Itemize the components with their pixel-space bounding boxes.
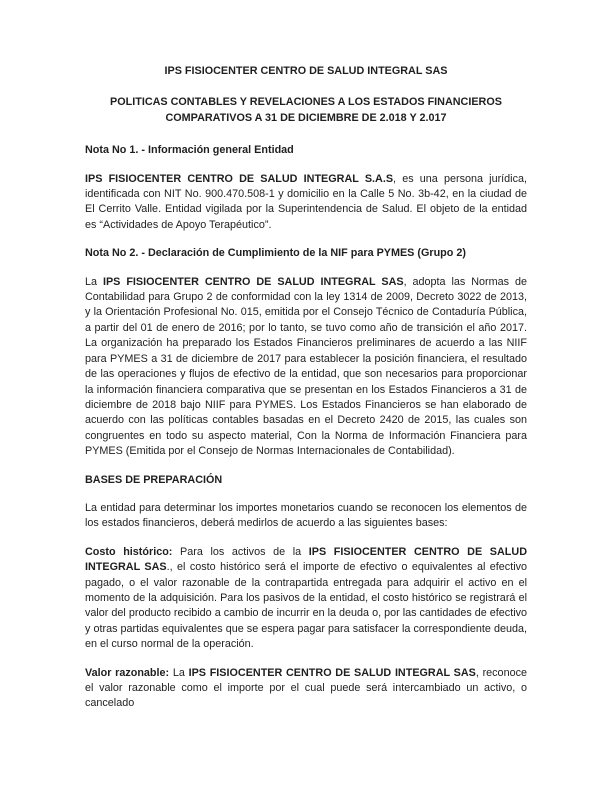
document-subtitle-line2: COMPARATIVOS A 31 DE DICIEMBRE DE 2.018 Y 2.017	[165, 111, 447, 124]
section-heading	[85, 143, 527, 158]
text-run: La	[85, 275, 103, 288]
document-subtitle	[85, 95, 527, 126]
section-heading	[85, 473, 527, 488]
text-run: Para los activos de la	[180, 545, 309, 558]
bold-text-run: IPS FISIOCENTER CENTRO DE SALUD INTEGRAL SAS	[85, 545, 527, 574]
text-run: La	[172, 666, 189, 679]
text-run: BASES DE PREPARACIÓN	[85, 473, 223, 486]
document-subtitle-line1: POLITICAS CONTABLES Y REVELACIONES A LOS ESTADOS FINANCIEROS	[110, 96, 502, 109]
text-run: , reconoce el valor razonable como el importe por el cual puede será intercambiado un activo, o cancelado	[85, 666, 527, 710]
paragraph	[85, 545, 527, 653]
text-run: ., el costo histórico será el importe de efectivo o equivalentes al efectivo pagado, o el valor razonable de la contrapartida entregada para adquirir el activo en el momento de la adquisición. Para los pasivos de la entidad, el costo histórico se registrará el valor del producto recibido a cambio de incurrir en la deuda o, por las cantidades de efectivo y otras partidas equivalentes que se espera pagar para satisfacer la correspondiente deuda, en el curso normal de la operación.	[85, 561, 528, 651]
paragraph	[85, 501, 527, 532]
bold-text-run: IPS FISIOCENTER CENTRO DE SALUD INTEGRAL SAS	[188, 666, 476, 679]
text-run: Nota No 1. - Información general Entidad	[85, 144, 294, 157]
paragraph	[85, 666, 527, 712]
paragraph	[85, 172, 527, 234]
document-content	[85, 143, 527, 712]
bold-text-run: IPS FISIOCENTER CENTRO DE SALUD INTEGRAL SAS	[102, 275, 404, 288]
document-title: IPS FISIOCENTER CENTRO DE SALUD INTEGRAL SAS	[164, 65, 448, 77]
bold-text-run: Costo histórico:	[85, 545, 181, 558]
text-run: , es una persona jurídica, identificada con NIT No. 900.470.508-1 y domicilio en la Calle 5 No. 3b-42, en la ciudad de El Cerrito Valle. Entidad vigilada por la Superintendencia de Salud. El objeto de la entidad es “Actividades de Apoyo Terapéutico”.	[85, 172, 527, 231]
text-run: Nota No 2. - Declaración de Cumplimiento de la NIF para PYMES (Grupo 2)	[85, 247, 466, 260]
text-run: , adopta las Normas de Contabilidad para Grupo 2 de conformidad con la ley 1314 de 2009, Decreto 3022 de 2013, y la Orientación Profesional No. 015, emitida por el Consejo Técnico de Contaduría Pública, a partir del 01 de enero de 2016; por lo tanto, se tuvo como año de transición el año 2017. La organización ha preparado los Estados Financieros preliminares de acuerdo a las NIIF para PYMES a 31 de diciembre de 2017 para establecer la posición financiera, el resultado de las operaciones y flujos de efectivo de la entidad, que son necesarios para proporcionar la información financiera comparativa que se presentan en los Estados Financieros a 31 de diciembre de 2018 bajo NIIF para PYMES. Los Estados Financieros se han elaborado de acuerdo con las políticas contables basadas en el Decreto 2420 de 2015, las cuales son congruentes en todo su aspecto material, Con la Norma de Información Financiera para PYMES (Emitida por el Consejo de Normas Internacionales de Contabilidad).	[85, 275, 527, 458]
document-body	[85, 64, 527, 725]
section-heading	[85, 246, 527, 261]
text-run: La entidad para determinar los importes monetarios cuando se reconocen los elementos de los estados financieros, deberá medirlos de acuerdo a las siguientes bases:	[85, 501, 527, 530]
bold-text-run: Valor razonable:	[85, 666, 173, 679]
paragraph	[85, 275, 527, 460]
bold-text-run: IPS FISIOCENTER CENTRO DE SALUD INTEGRAL S.A.S	[85, 172, 394, 185]
